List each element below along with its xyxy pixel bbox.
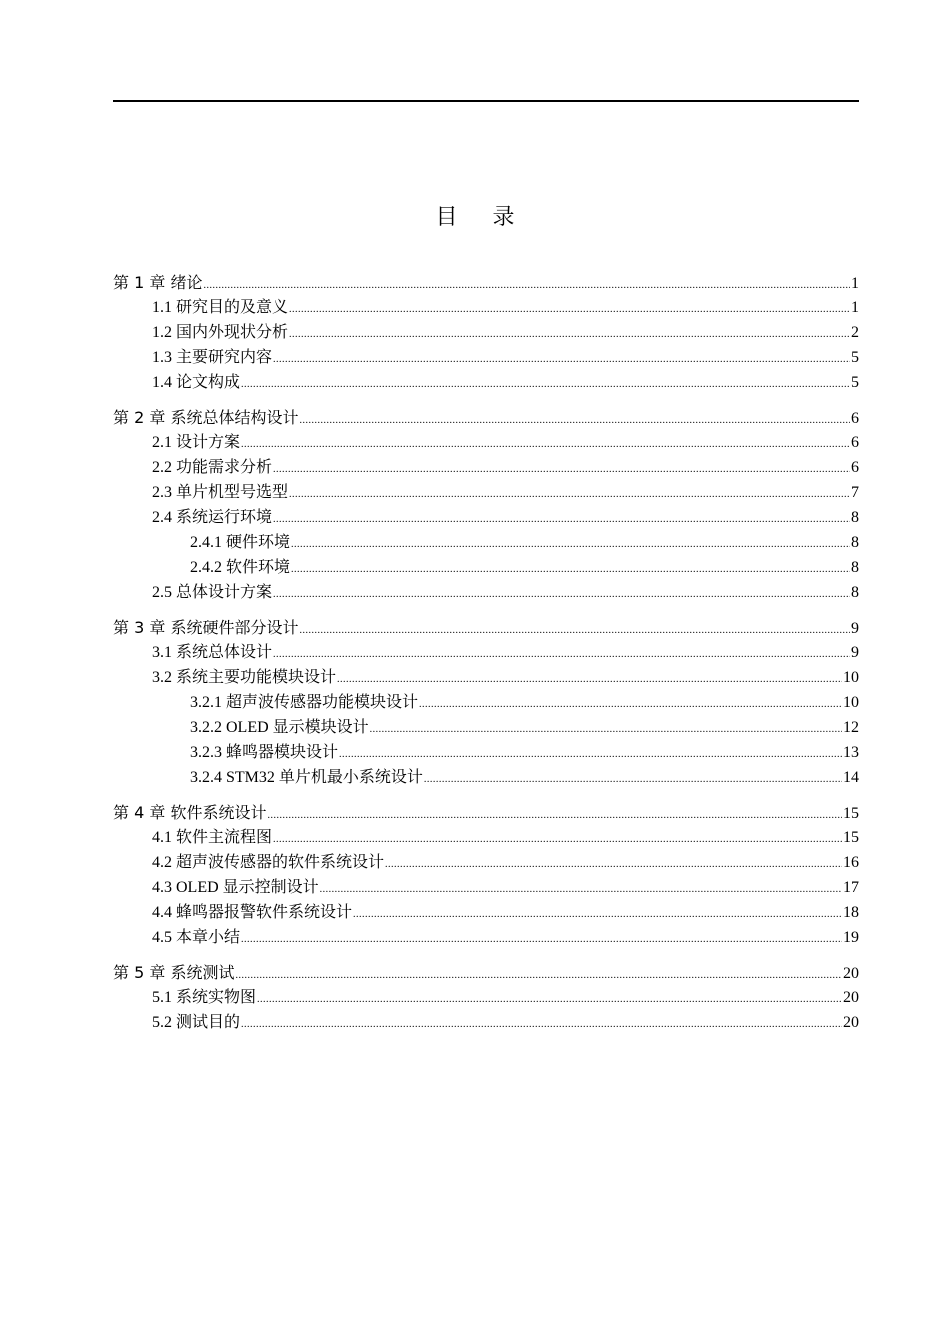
toc-entry-page: 8 — [851, 559, 859, 576]
toc-entry-page: 6 — [851, 434, 859, 451]
toc-leader-dots — [241, 432, 850, 457]
toc-entry[interactable] — [113, 925, 859, 950]
toc-entry-label: 1.4 论文构成 — [152, 374, 241, 391]
toc-leader-dots — [273, 347, 850, 372]
toc-entry-label: 4.1 软件主流程图 — [152, 829, 273, 846]
toc-entry-label: 1.2 国内外现状分析 — [152, 324, 289, 341]
toc-leader-dots — [241, 927, 842, 952]
toc-leader-dots — [299, 408, 850, 433]
toc-entry[interactable] — [113, 295, 859, 320]
toc-entry-label: 3.2.2 OLED 显示模块设计 — [190, 719, 369, 736]
toc-entry-label: 4.3 OLED 显示控制设计 — [152, 879, 319, 896]
toc-leader-dots — [370, 717, 842, 742]
toc-entry[interactable] — [113, 480, 859, 505]
toc-entry-page: 17 — [843, 879, 859, 896]
toc-entry[interactable] — [113, 825, 859, 850]
toc-entry-label: 第 3 章 系统硬件部分设计 — [113, 618, 299, 637]
toc-entry-label: 2.4 系统运行环境 — [152, 509, 273, 526]
toc-entry-label: 第 5 章 系统测试 — [113, 963, 235, 982]
toc-entry-label: 5.1 系统实物图 — [152, 989, 257, 1006]
toc-entry[interactable] — [113, 405, 859, 430]
toc-entry[interactable] — [113, 960, 859, 985]
toc-entry-label: 2.2 功能需求分析 — [152, 459, 273, 476]
toc-leader-dots — [353, 902, 842, 927]
toc-entry-page: 10 — [843, 669, 859, 686]
toc-entry-label: 3.2.1 超声波传感器功能模块设计 — [190, 694, 419, 711]
toc-entry-label: 4.2 超声波传感器的软件系统设计 — [152, 854, 385, 871]
toc-entry[interactable] — [113, 615, 859, 640]
toc-entry-page: 19 — [843, 929, 859, 946]
toc-leader-dots — [257, 987, 842, 1012]
toc-leader-dots — [241, 372, 850, 397]
toc-leader-dots — [273, 507, 850, 532]
toc-entry-label: 3.2.4 STM32 单片机最小系统设计 — [190, 769, 423, 786]
toc-leader-dots — [291, 532, 850, 557]
toc-entry[interactable] — [113, 505, 859, 530]
toc-entry-label: 4.4 蜂鸣器报警软件系统设计 — [152, 904, 353, 921]
toc-leader-dots — [419, 692, 842, 717]
toc-leader-dots — [273, 457, 850, 482]
toc-entry[interactable] — [113, 320, 859, 345]
toc-leader-dots — [289, 482, 850, 507]
toc-entry-page: 6 — [851, 410, 859, 427]
toc-leader-dots — [339, 742, 842, 767]
toc-leader-dots — [337, 667, 842, 692]
toc-entry[interactable] — [113, 455, 859, 480]
toc-entry-label: 5.2 测试目的 — [152, 1014, 241, 1031]
toc-entry[interactable] — [113, 900, 859, 925]
toc-entry-label: 第 4 章 软件系统设计 — [113, 803, 267, 822]
toc-entry-page: 8 — [851, 509, 859, 526]
page-title: 目 录 — [435, 205, 529, 230]
toc-entry-label: 4.5 本章小结 — [152, 929, 241, 946]
toc-entry[interactable] — [113, 345, 859, 370]
toc-entry[interactable] — [113, 800, 859, 825]
toc-entry-label: 第 2 章 系统总体结构设计 — [113, 408, 299, 427]
toc-leader-dots — [299, 618, 850, 643]
toc-entry-label: 1.3 主要研究内容 — [152, 349, 273, 366]
toc-entry-label: 2.4.2 软件环境 — [190, 559, 291, 576]
table-of-contents — [113, 270, 859, 1035]
toc-entry[interactable] — [113, 985, 859, 1010]
toc-entry-page: 20 — [843, 965, 859, 982]
toc-entry-page: 16 — [843, 854, 859, 871]
toc-entry[interactable] — [113, 740, 859, 765]
toc-entry[interactable] — [113, 1010, 859, 1035]
toc-leader-dots — [241, 1012, 842, 1037]
toc-entry-page: 20 — [843, 989, 859, 1006]
toc-leader-dots — [235, 963, 842, 988]
toc-entry-page: 12 — [843, 719, 859, 736]
toc-leader-dots — [273, 582, 850, 607]
toc-leader-dots — [424, 767, 842, 792]
toc-entry-page: 18 — [843, 904, 859, 921]
toc-entry-page: 1 — [851, 275, 859, 292]
toc-entry-page: 2 — [851, 324, 859, 341]
toc-entry-page: 5 — [851, 374, 859, 391]
toc-leader-dots — [291, 557, 850, 582]
toc-entry[interactable] — [113, 580, 859, 605]
toc-entry-label: 3.1 系统总体设计 — [152, 644, 273, 661]
toc-entry-page: 9 — [851, 620, 859, 637]
toc-leader-dots — [267, 803, 842, 828]
toc-leader-dots — [203, 273, 850, 298]
toc-entry-page: 10 — [843, 694, 859, 711]
toc-entry-page: 8 — [851, 534, 859, 551]
toc-entry[interactable] — [113, 430, 859, 455]
toc-leader-dots — [273, 642, 850, 667]
toc-leader-dots — [289, 322, 850, 347]
toc-entry-page: 8 — [851, 584, 859, 601]
toc-entry-page: 13 — [843, 744, 859, 761]
toc-entry[interactable] — [113, 530, 859, 555]
toc-leader-dots — [273, 827, 842, 852]
toc-entry[interactable] — [113, 270, 859, 295]
toc-entry[interactable] — [113, 370, 859, 395]
toc-leader-dots — [385, 852, 842, 877]
toc-leader-dots — [289, 297, 850, 322]
toc-entry-label: 第 1 章 绪论 — [113, 273, 203, 292]
toc-entry-label: 2.4.1 硬件环境 — [190, 534, 291, 551]
toc-entry-page: 6 — [851, 459, 859, 476]
toc-entry-label: 2.3 单片机型号选型 — [152, 484, 289, 501]
toc-entry[interactable] — [113, 765, 859, 790]
toc-entry-page: 7 — [851, 484, 859, 501]
toc-entry[interactable] — [113, 850, 859, 875]
header-rule — [113, 100, 859, 102]
toc-entry[interactable] — [113, 875, 859, 900]
toc-entry[interactable] — [113, 690, 859, 715]
toc-entry-page: 15 — [843, 805, 859, 822]
toc-entry[interactable] — [113, 640, 859, 665]
toc-entry-label: 3.2.3 蜂鸣器模块设计 — [190, 744, 339, 761]
toc-entry-label: 2.5 总体设计方案 — [152, 584, 273, 601]
toc-entry-page: 1 — [851, 299, 859, 316]
toc-entry-label: 2.1 设计方案 — [152, 434, 241, 451]
toc-entry[interactable] — [113, 665, 859, 690]
toc-entry[interactable] — [113, 715, 859, 740]
toc-entry-page: 9 — [851, 644, 859, 661]
toc-entry-page: 14 — [843, 769, 859, 786]
toc-entry-page: 20 — [843, 1014, 859, 1031]
toc-entry-label: 3.2 系统主要功能模块设计 — [152, 669, 337, 686]
toc-entry-page: 15 — [843, 829, 859, 846]
toc-entry[interactable] — [113, 555, 859, 580]
toc-entry-page: 5 — [851, 349, 859, 366]
toc-entry-label: 1.1 研究目的及意义 — [152, 299, 289, 316]
toc-leader-dots — [320, 877, 842, 902]
